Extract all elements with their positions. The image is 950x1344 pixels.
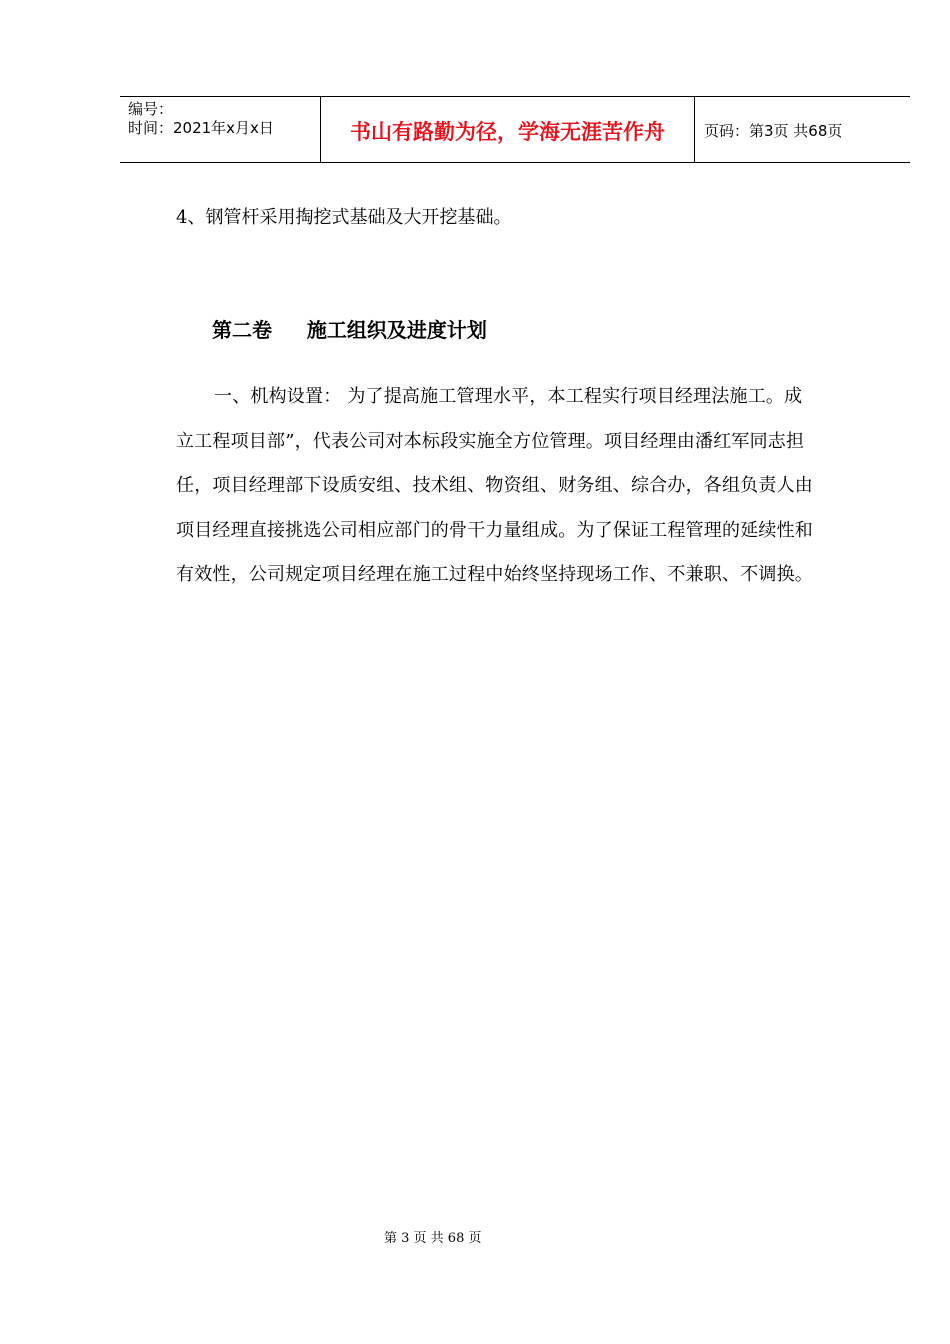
motto-text: 书山有路勤为径，学海无涯苦作舟: [350, 120, 665, 144]
paragraph-line: 项目经理直接挑选公司相应部门的骨干力量组成。为了保证工程管理的延续性和: [176, 519, 813, 541]
section-title: 第二卷 施工组织及进度计划: [212, 318, 487, 342]
header-page-cell: [695, 97, 910, 162]
document-header: [120, 96, 910, 163]
paragraph-line: 立工程项目部”，代表公司对本标段实施全方位管理。项目经理由潘红军同志担: [176, 430, 805, 452]
date-label: 时间：2021年x月x日: [128, 119, 274, 137]
paragraph-organization: [176, 380, 856, 603]
paragraph-line: 任，项目经理部下设质安组、技术组、物资组、财务组、综合办，各组负责人由: [176, 475, 813, 496]
paragraph-line: 有效性，公司规定项目经理在施工过程中始终坚持现场工作、不兼职、不调换。: [176, 564, 813, 585]
header-page-number: 页码：第3页 共68页: [704, 122, 843, 140]
footer-page-number: 第 3 页 共 68 页: [384, 1231, 482, 1246]
header-motto-cell: [321, 97, 695, 162]
header-meta-cell: [120, 97, 321, 162]
paragraph-line: 一、机构设置： 为了提高施工管理水平，本工程实行项目经理法施工。成: [214, 386, 803, 407]
serial-number-label: 编号：: [128, 100, 174, 118]
list-item-4: 4、钢管杆采用掏挖式基础及大开挖基础。: [176, 207, 512, 228]
